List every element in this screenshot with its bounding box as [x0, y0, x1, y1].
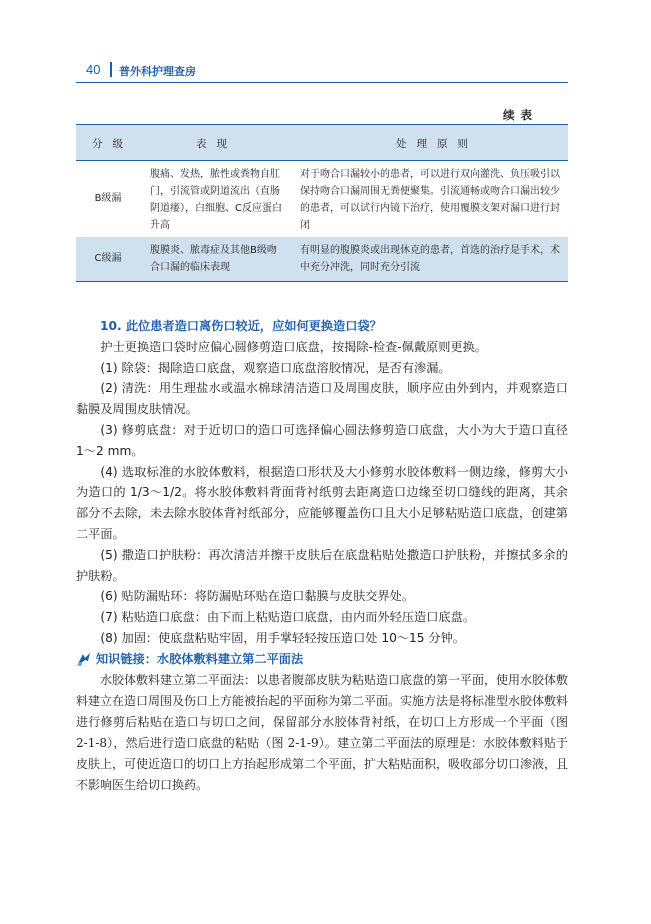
- column-header-treatment: 处理原则: [396, 138, 478, 150]
- step-paragraph: (6) 贴防漏贴环：将防漏贴环贴在造口黏膜与皮肤交界处。: [100, 589, 415, 604]
- section-body: [76, 316, 568, 796]
- header-rule: [76, 82, 568, 83]
- column-header-grade: 分级: [92, 138, 133, 150]
- table-header-row: [76, 124, 568, 161]
- step-paragraph: (4) 选取标准的水胶体敷料，根据造口形状及大小修剪水胶体敷料一侧边缘，修剪大小为造口的 1/3～1/2。将水胶体敷料背面背衬纸剪去距离造口边缘至切口缝线的距离，其余部分不去除，未去除水胶体背衬纸部分，应能够覆盖伤口且大小足够粘贴造口底盘，创建第二平面。: [76, 464, 568, 541]
- knowledge-link-title: 知识链接：水胶体敷料建立第二平面法: [96, 651, 304, 666]
- book-title: 普外科护理查房: [119, 65, 196, 78]
- step-paragraph: (7) 粘贴造口底盘：由下而上粘贴造口底盘，由内而外轻压造口底盘。: [100, 610, 475, 625]
- table-row: [76, 161, 568, 237]
- step-paragraph: (3) 修剪底盘：对于近切口的造口可选择偏心圆法修剪造口底盘，大小为大于造口直径 1～2 mm。: [76, 422, 568, 458]
- continued-table-label: 续表: [503, 108, 538, 122]
- symptoms-cell: 腹痛、发热，脓性或粪物自肛门，引流管或阴道流出（直肠阴道瘘），白细胞、C反应蛋白升高: [150, 169, 282, 231]
- treatment-cell: 对于吻合口漏较小的患者，可以进行双向灌洗、负压吸引以保持吻合口漏周围无粪便聚集。引流通畅或吻合口漏出较少的患者，可以试行内镜下治疗，使用覆膜支架对漏口进行封闭: [300, 169, 560, 231]
- knowledge-link-paragraph: 水胶体敷料建立第二平面法：以患者腹部皮肤为粘贴造口底盘的第一平面，使用水胶体敷料建立在造口周围及伤口上方能被抬起的平面称为第二平面。实施方法是将标准型水胶体敷料进行修剪后粘贴在造口与切口之间，保留部分水胶体背衬纸，在切口上方形成一个平面（图 2-1-8），然后进行造口底盘的粘贴（图 2-1-9）。建立第二平面法的原理是：水胶体敷料贴于皮肤上，可使近造口的切口上方抬起形成第二个平面，扩大粘贴面积，吸收部分切口渗液，且不影响医生给切口换药。: [76, 672, 569, 792]
- page-number: 40: [86, 62, 101, 77]
- knowledge-link-heading: [76, 649, 568, 670]
- column-header-symptoms: 表现: [196, 138, 237, 150]
- symptoms-cell: 腹膜炎、脓毒症及其他B级吻合口漏的临床表现: [150, 245, 277, 273]
- grade-cell: B级漏: [94, 193, 122, 204]
- step-paragraph: (5) 撒造口护肤粉：再次清洁并擦干皮肤后在底盘粘贴处撒造口护肤粉，并擦拭多余的护肤粉。: [76, 547, 568, 583]
- knowledge-link-icon: [76, 652, 91, 667]
- step-paragraph: (1) 除袋：揭除造口底盘，观察造口底盘溶胶情况，是否有渗漏。: [100, 360, 451, 375]
- step-paragraph: (2) 清洗：用生理盐水或温水棉球清洁造口及周围皮肤，顺序应由外到内，并观察造口黏膜及周围皮肤情况。: [76, 381, 568, 417]
- question-heading: 10. 此位患者造口离伤口较近，应如何更换造口袋？: [100, 319, 382, 333]
- treatment-cell: 有明显的腹膜炎或出现休克的患者，首选的治疗是手术，术中充分冲洗，同时充分引流: [300, 245, 560, 273]
- page-header: [76, 56, 568, 84]
- leak-grade-table: [76, 124, 568, 282]
- header-divider: [110, 62, 112, 77]
- step-paragraph: (8) 加固：使底盘粘贴牢固，用手掌轻轻按压造口处 10～15 分钟。: [100, 630, 465, 645]
- grade-cell: C级漏: [94, 253, 122, 264]
- intro-paragraph: 护士更换造口袋时应偏心圆修剪造口底盘，按揭除-检查-佩戴原则更换。: [100, 339, 487, 354]
- table-row: [76, 237, 568, 282]
